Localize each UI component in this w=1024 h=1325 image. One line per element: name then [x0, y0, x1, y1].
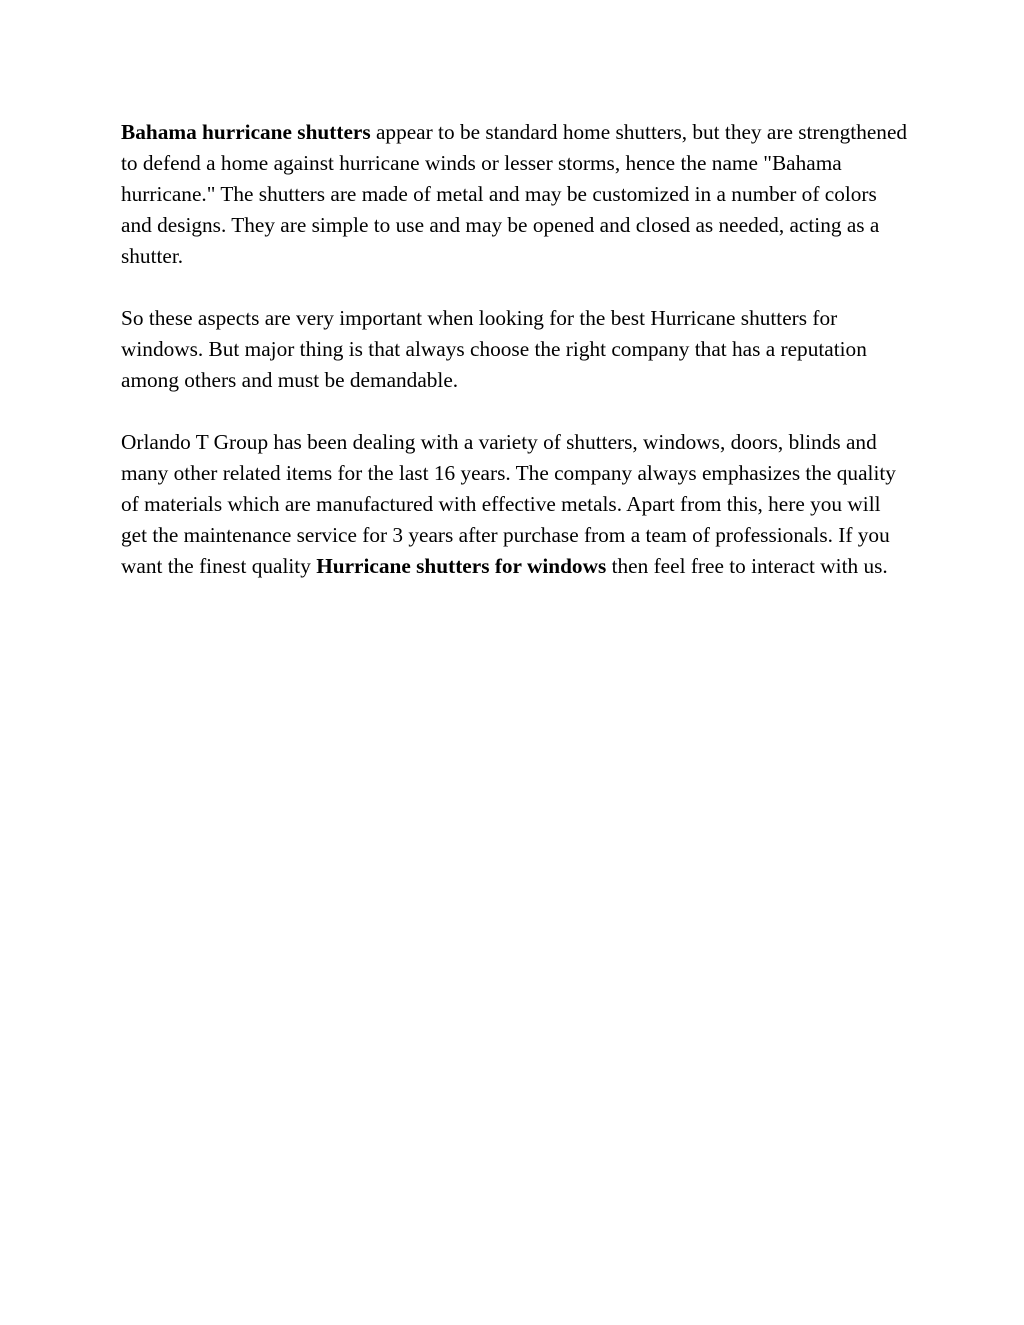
paragraph-text-end: then feel free to interact with us.: [606, 554, 888, 578]
document-page: [121, 117, 911, 613]
paragraph-text: appear to be standard home shutters, but they are strengthened to defend a home against hurricane winds or lesser storms, hence the name "Bahama hurricane." The shutters are made of metal and may be customized in a number of colors and designs. They are simple to use and may be opened and closed as needed, acting as a shutter.: [121, 120, 908, 268]
paragraph-text: Orlando T Group has been dealing with a variety of shutters, windows, doors, blinds and many other related items for the last 16 years. The company always emphasizes the quality of materials which are manufactured with effective metals. Apart from this, here you will get the maintenance service for 3 years after purchase from a team of professionals. If you want the finest quality: [121, 430, 896, 578]
paragraph-text: So these aspects are very important when looking for the best Hurricane shutters for windows. But major thing is that always choose the right company that has a reputation among others and must be demandable.: [121, 306, 867, 392]
paragraph-orlando-t-group: [121, 427, 911, 582]
paragraph-important-aspects: [121, 303, 911, 396]
bold-phrase-bahama-hurricane-shutters: Bahama hurricane shutters: [121, 120, 371, 144]
paragraph-bahama-shutters: [121, 117, 911, 272]
bold-phrase-hurricane-shutters-for-windows: Hurricane shutters for windows: [316, 554, 607, 578]
